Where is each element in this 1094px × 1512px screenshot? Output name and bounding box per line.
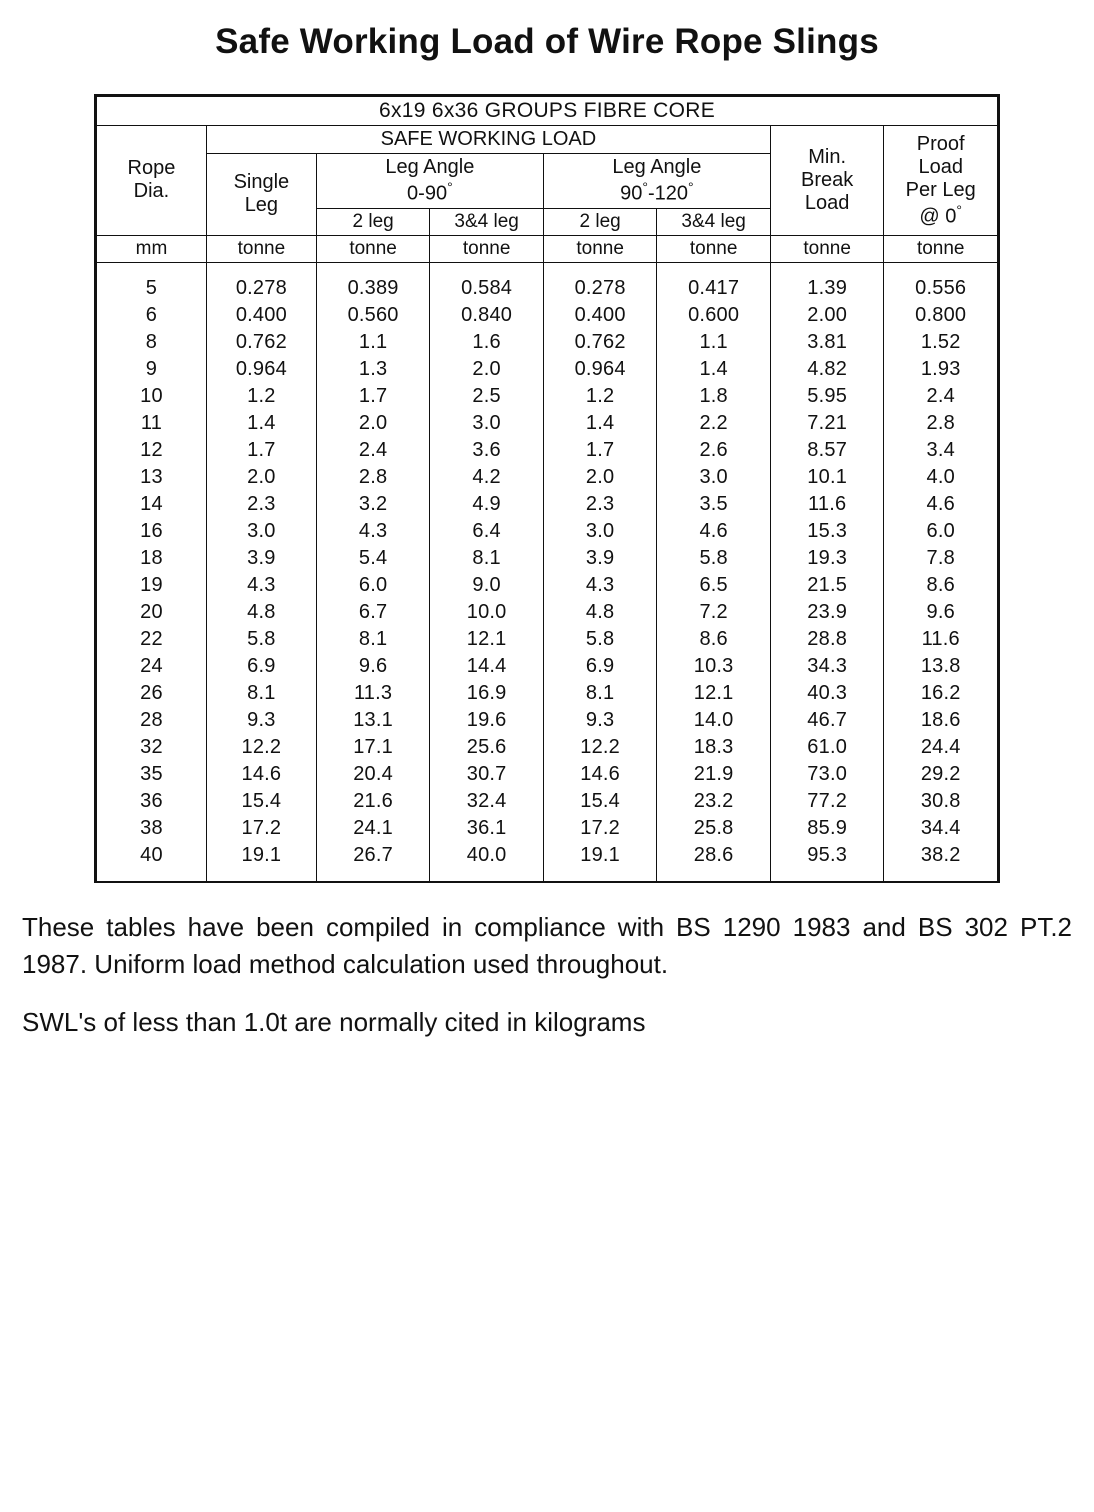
value-cell: 0.840 xyxy=(430,302,544,329)
min-break-line2: Break xyxy=(801,168,854,191)
rope-dia-cell: 5 xyxy=(97,275,207,302)
leg-angle-90-120-line2: 90°-120° xyxy=(620,179,694,205)
value-cell: 0.800 xyxy=(884,302,998,329)
table-row xyxy=(97,815,998,842)
value-cell: 1.7 xyxy=(316,383,430,410)
value-cell: 25.6 xyxy=(430,734,544,761)
note-compliance: These tables have been compiled in compliance with BS 1290 1983 and BS 302 PT.2 1987. Uniform load method calculation used throughout. xyxy=(22,911,1072,979)
value-cell: 20.4 xyxy=(316,761,430,788)
value-cell: 0.400 xyxy=(543,302,657,329)
rope-dia-cell: 16 xyxy=(97,518,207,545)
proof-load-line4: @ 0° xyxy=(919,201,962,228)
table-row xyxy=(97,788,998,815)
value-cell: 14.4 xyxy=(430,653,544,680)
rope-dia-cell: 32 xyxy=(97,734,207,761)
note-swl-kg: SWL's of less than 1.0t are normally cited in kilograms xyxy=(22,1007,646,1038)
value-cell: 16.2 xyxy=(884,680,998,707)
rope-dia-cell: 10 xyxy=(97,383,207,410)
degree-symbol-90: ° xyxy=(642,179,648,195)
rope-dia-cell: 35 xyxy=(97,761,207,788)
unit-cell: tonne xyxy=(206,235,316,262)
table-row xyxy=(97,572,998,599)
header-rope-dia xyxy=(97,126,207,236)
value-cell: 6.9 xyxy=(543,653,657,680)
value-cell: 1.4 xyxy=(543,410,657,437)
spacer-cell xyxy=(97,262,207,275)
value-cell: 1.2 xyxy=(206,383,316,410)
table-spacer-row xyxy=(97,262,998,275)
value-cell: 8.1 xyxy=(543,680,657,707)
value-cell: 3.2 xyxy=(316,491,430,518)
value-cell: 5.8 xyxy=(543,626,657,653)
value-cell: 17.1 xyxy=(316,734,430,761)
value-cell: 2.4 xyxy=(316,437,430,464)
value-cell: 2.5 xyxy=(430,383,544,410)
rope-dia-cell: 19 xyxy=(97,572,207,599)
spacer-cell xyxy=(206,869,316,881)
header-sub-2leg-a: 2 leg xyxy=(316,208,430,235)
header-leg-angle-90-120 xyxy=(543,154,770,209)
value-cell: 8.6 xyxy=(657,626,771,653)
degree-symbol-proof: ° xyxy=(956,201,962,218)
value-cell: 23.2 xyxy=(657,788,771,815)
table-row xyxy=(97,356,998,383)
table-row xyxy=(97,464,998,491)
rope-dia-cell: 28 xyxy=(97,707,207,734)
unit-cell: tonne xyxy=(316,235,430,262)
value-cell: 1.8 xyxy=(657,383,771,410)
table-row xyxy=(97,302,998,329)
table-row xyxy=(97,734,998,761)
value-cell: 11.6 xyxy=(770,491,884,518)
value-cell: 14.0 xyxy=(657,707,771,734)
header-sub-2leg-b: 2 leg xyxy=(543,208,657,235)
value-cell: 2.00 xyxy=(770,302,884,329)
value-cell: 61.0 xyxy=(770,734,884,761)
value-cell: 4.6 xyxy=(657,518,771,545)
value-cell: 8.6 xyxy=(884,572,998,599)
proof-load-line3: Per Leg xyxy=(905,178,976,201)
value-cell: 12.2 xyxy=(543,734,657,761)
value-cell: 7.8 xyxy=(884,545,998,572)
unit-cell: mm xyxy=(97,235,207,262)
spacer-cell xyxy=(543,869,657,881)
value-cell: 2.8 xyxy=(884,410,998,437)
value-cell: 17.2 xyxy=(543,815,657,842)
value-cell: 3.6 xyxy=(430,437,544,464)
value-cell: 8.1 xyxy=(316,626,430,653)
value-cell: 30.7 xyxy=(430,761,544,788)
value-cell: 3.9 xyxy=(543,545,657,572)
value-cell: 6.0 xyxy=(316,572,430,599)
rope-dia-cell: 22 xyxy=(97,626,207,653)
spacer-cell xyxy=(206,262,316,275)
value-cell: 4.6 xyxy=(884,491,998,518)
table-row xyxy=(97,707,998,734)
value-cell: 2.2 xyxy=(657,410,771,437)
spacer-cell xyxy=(316,869,430,881)
value-cell: 21.6 xyxy=(316,788,430,815)
table-row xyxy=(97,329,998,356)
table-row xyxy=(97,545,998,572)
value-cell: 6.0 xyxy=(884,518,998,545)
value-cell: 5.8 xyxy=(657,545,771,572)
value-cell: 3.9 xyxy=(206,545,316,572)
notes-section xyxy=(22,909,1072,1042)
value-cell: 6.5 xyxy=(657,572,771,599)
value-cell: 0.964 xyxy=(543,356,657,383)
value-cell: 2.0 xyxy=(430,356,544,383)
value-cell: 9.3 xyxy=(206,707,316,734)
value-cell: 5.95 xyxy=(770,383,884,410)
value-cell: 0.556 xyxy=(884,275,998,302)
value-cell: 1.7 xyxy=(206,437,316,464)
value-cell: 0.278 xyxy=(543,275,657,302)
value-cell: 0.417 xyxy=(657,275,771,302)
value-cell: 6.7 xyxy=(316,599,430,626)
value-cell: 40.0 xyxy=(430,842,544,869)
swl-table-body xyxy=(97,262,998,881)
header-sub-34leg-b: 3&4 leg xyxy=(657,208,771,235)
rope-dia-cell: 11 xyxy=(97,410,207,437)
value-cell: 26.7 xyxy=(316,842,430,869)
table-row xyxy=(97,275,998,302)
value-cell: 1.4 xyxy=(206,410,316,437)
group-title-cell: 6x19 6x36 GROUPS FIBRE CORE xyxy=(97,97,998,126)
table-row xyxy=(97,761,998,788)
leg-angle-90-120-line1: Leg Angle xyxy=(612,156,702,178)
value-cell: 1.4 xyxy=(657,356,771,383)
value-cell: 2.3 xyxy=(543,491,657,518)
min-break-line1: Min. xyxy=(808,145,847,168)
value-cell: 13.1 xyxy=(316,707,430,734)
value-cell: 9.6 xyxy=(884,599,998,626)
unit-cell: tonne xyxy=(430,235,544,262)
value-cell: 4.2 xyxy=(430,464,544,491)
header-proof-load xyxy=(884,126,998,236)
page-title: Safe Working Load of Wire Rope Slings xyxy=(215,22,879,61)
table-spacer-row xyxy=(97,869,998,881)
value-cell: 77.2 xyxy=(770,788,884,815)
value-cell: 24.1 xyxy=(316,815,430,842)
rope-dia-cell: 6 xyxy=(97,302,207,329)
spacer-cell xyxy=(884,262,998,275)
value-cell: 8.1 xyxy=(206,680,316,707)
value-cell: 3.5 xyxy=(657,491,771,518)
table-group-title-row xyxy=(97,97,998,126)
value-cell: 3.4 xyxy=(884,437,998,464)
value-cell: 10.3 xyxy=(657,653,771,680)
table-row xyxy=(97,842,998,869)
value-cell: 12.1 xyxy=(430,626,544,653)
rope-dia-cell: 14 xyxy=(97,491,207,518)
table-row xyxy=(97,383,998,410)
table-row xyxy=(97,680,998,707)
value-cell: 1.2 xyxy=(543,383,657,410)
rope-dia-cell: 20 xyxy=(97,599,207,626)
spacer-cell xyxy=(770,869,884,881)
value-cell: 12.1 xyxy=(657,680,771,707)
table-row xyxy=(97,653,998,680)
value-cell: 0.762 xyxy=(543,329,657,356)
value-cell: 95.3 xyxy=(770,842,884,869)
rope-dia-cell: 40 xyxy=(97,842,207,869)
value-cell: 28.6 xyxy=(657,842,771,869)
rope-dia-line1: Rope xyxy=(127,157,176,180)
value-cell: 10.0 xyxy=(430,599,544,626)
value-cell: 3.81 xyxy=(770,329,884,356)
value-cell: 73.0 xyxy=(770,761,884,788)
value-cell: 1.1 xyxy=(657,329,771,356)
value-cell: 4.0 xyxy=(884,464,998,491)
rope-dia-cell: 38 xyxy=(97,815,207,842)
table-row xyxy=(97,626,998,653)
value-cell: 29.2 xyxy=(884,761,998,788)
rope-dia-cell: 9 xyxy=(97,356,207,383)
header-min-break-load xyxy=(770,126,884,236)
value-cell: 4.9 xyxy=(430,491,544,518)
header-leg-angle-0-90 xyxy=(316,154,543,209)
value-cell: 1.39 xyxy=(770,275,884,302)
value-cell: 19.3 xyxy=(770,545,884,572)
value-cell: 2.0 xyxy=(543,464,657,491)
value-cell: 4.8 xyxy=(206,599,316,626)
rope-dia-line2: Dia. xyxy=(133,180,170,203)
table-row xyxy=(97,491,998,518)
value-cell: 32.4 xyxy=(430,788,544,815)
value-cell: 14.6 xyxy=(206,761,316,788)
value-cell: 8.57 xyxy=(770,437,884,464)
header-row-1 xyxy=(97,126,998,154)
value-cell: 21.5 xyxy=(770,572,884,599)
single-leg-line2: Leg xyxy=(244,194,279,217)
rope-dia-cell: 18 xyxy=(97,545,207,572)
spacer-cell xyxy=(657,869,771,881)
value-cell: 3.0 xyxy=(657,464,771,491)
value-cell: 0.584 xyxy=(430,275,544,302)
value-cell: 13.8 xyxy=(884,653,998,680)
value-cell: 0.964 xyxy=(206,356,316,383)
units-row xyxy=(97,235,998,262)
value-cell: 38.2 xyxy=(884,842,998,869)
value-cell: 0.400 xyxy=(206,302,316,329)
spacer-cell xyxy=(430,869,544,881)
value-cell: 0.600 xyxy=(657,302,771,329)
value-cell: 1.3 xyxy=(316,356,430,383)
rope-dia-cell: 12 xyxy=(97,437,207,464)
value-cell: 1.52 xyxy=(884,329,998,356)
value-cell: 23.9 xyxy=(770,599,884,626)
rope-dia-cell: 13 xyxy=(97,464,207,491)
value-cell: 85.9 xyxy=(770,815,884,842)
value-cell: 34.4 xyxy=(884,815,998,842)
value-cell: 9.0 xyxy=(430,572,544,599)
value-cell: 34.3 xyxy=(770,653,884,680)
value-cell: 16.9 xyxy=(430,680,544,707)
rope-dia-cell: 36 xyxy=(97,788,207,815)
leg-angle-0-90-line2: 0-90° xyxy=(407,179,453,205)
unit-cell: tonne xyxy=(770,235,884,262)
value-cell: 5.4 xyxy=(316,545,430,572)
proof-load-line1: Proof xyxy=(916,132,965,155)
header-safe-working-load: SAFE WORKING LOAD xyxy=(206,126,770,154)
value-cell: 24.4 xyxy=(884,734,998,761)
value-cell: 7.21 xyxy=(770,410,884,437)
header-sub-34leg-a: 3&4 leg xyxy=(430,208,544,235)
value-cell: 0.762 xyxy=(206,329,316,356)
value-cell: 1.93 xyxy=(884,356,998,383)
min-break-line3: Load xyxy=(804,191,850,214)
value-cell: 18.6 xyxy=(884,707,998,734)
degree-symbol-120: ° xyxy=(688,179,694,195)
spacer-cell xyxy=(97,869,207,881)
value-cell: 8.1 xyxy=(430,545,544,572)
value-cell: 3.0 xyxy=(543,518,657,545)
value-cell: 14.6 xyxy=(543,761,657,788)
value-cell: 11.3 xyxy=(316,680,430,707)
value-cell: 40.3 xyxy=(770,680,884,707)
value-cell: 11.6 xyxy=(884,626,998,653)
value-cell: 9.3 xyxy=(543,707,657,734)
unit-cell: tonne xyxy=(657,235,771,262)
spacer-cell xyxy=(430,262,544,275)
value-cell: 4.3 xyxy=(543,572,657,599)
value-cell: 2.8 xyxy=(316,464,430,491)
value-cell: 4.8 xyxy=(543,599,657,626)
spacer-cell xyxy=(543,262,657,275)
single-leg-line1: Single xyxy=(233,171,290,194)
rope-dia-cell: 24 xyxy=(97,653,207,680)
spacer-cell xyxy=(657,262,771,275)
value-cell: 19.6 xyxy=(430,707,544,734)
value-cell: 5.8 xyxy=(206,626,316,653)
proof-load-line2: Load xyxy=(918,155,963,178)
header-single-leg xyxy=(206,154,316,236)
table-row xyxy=(97,437,998,464)
value-cell: 2.0 xyxy=(316,410,430,437)
table-row xyxy=(97,599,998,626)
document-page xyxy=(0,22,1094,1512)
value-cell: 12.2 xyxy=(206,734,316,761)
value-cell: 4.3 xyxy=(316,518,430,545)
value-cell: 6.4 xyxy=(430,518,544,545)
table-row xyxy=(97,410,998,437)
value-cell: 15.4 xyxy=(543,788,657,815)
value-cell: 21.9 xyxy=(657,761,771,788)
value-cell: 2.6 xyxy=(657,437,771,464)
value-cell: 1.7 xyxy=(543,437,657,464)
value-cell: 18.3 xyxy=(657,734,771,761)
leg-angle-0-90-line1: Leg Angle xyxy=(385,156,475,178)
value-cell: 6.9 xyxy=(206,653,316,680)
value-cell: 10.1 xyxy=(770,464,884,491)
value-cell: 30.8 xyxy=(884,788,998,815)
value-cell: 0.560 xyxy=(316,302,430,329)
value-cell: 36.1 xyxy=(430,815,544,842)
value-cell: 17.2 xyxy=(206,815,316,842)
value-cell: 1.6 xyxy=(430,329,544,356)
value-cell: 4.82 xyxy=(770,356,884,383)
value-cell: 0.278 xyxy=(206,275,316,302)
value-cell: 46.7 xyxy=(770,707,884,734)
degree-symbol-0-90: ° xyxy=(447,179,453,195)
value-cell: 0.389 xyxy=(316,275,430,302)
value-cell: 4.3 xyxy=(206,572,316,599)
value-cell: 1.1 xyxy=(316,329,430,356)
value-cell: 9.6 xyxy=(316,653,430,680)
value-cell: 28.8 xyxy=(770,626,884,653)
table-row xyxy=(97,518,998,545)
value-cell: 19.1 xyxy=(206,842,316,869)
value-cell: 25.8 xyxy=(657,815,771,842)
value-cell: 7.2 xyxy=(657,599,771,626)
value-cell: 15.3 xyxy=(770,518,884,545)
spacer-cell xyxy=(316,262,430,275)
value-cell: 3.0 xyxy=(430,410,544,437)
unit-cell: tonne xyxy=(884,235,998,262)
value-cell: 3.0 xyxy=(206,518,316,545)
spacer-cell xyxy=(884,869,998,881)
swl-table-container xyxy=(94,94,1000,883)
rope-dia-cell: 8 xyxy=(97,329,207,356)
value-cell: 2.3 xyxy=(206,491,316,518)
value-cell: 2.4 xyxy=(884,383,998,410)
rope-dia-cell: 26 xyxy=(97,680,207,707)
swl-table xyxy=(96,96,998,881)
value-cell: 2.0 xyxy=(206,464,316,491)
unit-cell: tonne xyxy=(543,235,657,262)
value-cell: 15.4 xyxy=(206,788,316,815)
spacer-cell xyxy=(770,262,884,275)
value-cell: 19.1 xyxy=(543,842,657,869)
